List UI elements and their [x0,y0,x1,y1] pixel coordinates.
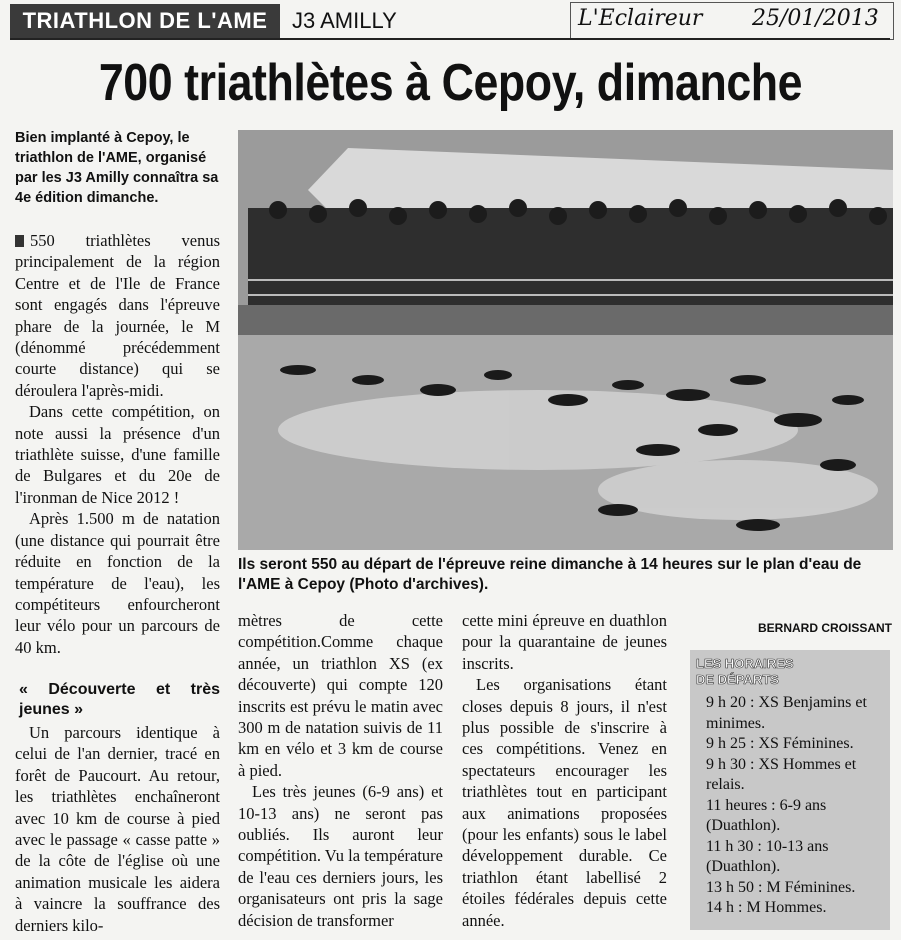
paragraph-text: 550 triathlètes venus principalement de la région Centre et de l'Ile de France sont engagés dans l'épreuve phare de la journée, le M (dénommé précédemment courte distance) qui se déroulera l'après-midi. [15,231,220,400]
article-lead: Bien implanté à Cepoy, le triathlon de l'AME, organisé par les J3 Amilly connaîtra sa 4e édition dimanche. [15,130,219,206]
publication-name: L'Eclaireur [578,6,703,31]
schedule-title: LES HORAIRES DE DÉPARTS [696,656,794,687]
photo-caption: Ils seront 550 au départ de l'épreuve reine dimanche à 14 heures sur le plan d'eau de l'AME à Cepoy (Photo d'archives). [238,556,862,593]
article-column-2 [238,610,443,931]
paragraph: mètres de cette compétition.Comme chaque année, un triathlon XS (ex découverte) qui compte 120 inscrits est prévu le matin avec 300 m de natation suivis de 11 km en vélo et 3 km de course à pied. [238,611,443,780]
paragraph: Les très jeunes (6-9 ans) et 10-13 ans) ne seront pas oubliés. Ils auront leur compétition. Vu la température de l'eau ces derniers jours, les organisateurs ont pris la sage décision de transformer [238,782,443,930]
schedule-item: 14 h : M Hommes. [706,899,827,916]
schedule-item: 9 h 20 : XS Benjamins et minimes. [706,694,867,732]
schedule-item: 9 h 25 : XS Féminines. [706,735,854,752]
article-headline: 700 triathlètes à Cepoy, dimanche [98,54,803,112]
paragraph [15,230,220,401]
schedule-list [696,693,884,919]
schedule-item: 11 heures : 6-9 ans (Duathlon). [706,796,827,834]
section-rubric: TRIATHLON DE L'AME [10,4,280,38]
article-column-3 [462,610,667,931]
publication-date: 25/01/2013 [752,6,879,31]
event-photo [238,130,893,550]
article-column-1-continued [15,681,220,936]
paragraph-bullet-icon [15,235,24,247]
author-byline: BERNARD CROISSANT [757,621,892,635]
crosshead: « Découverte et très jeunes » [19,681,220,718]
header-rule [10,38,890,40]
schedule-item: 9 h 30 : XS Hommes et relais. [706,755,857,793]
paragraph: Les organisations étant closes depuis 8 jours, il n'est plus possible de s'inscrire à ces compétitions. Venez en spectateurs encourager les triathlètes tout en participant aux animations proposées (pour les enfants) sous le label développement durable. Ce triathlon étant labellisé 2 étoiles fédérales depuis cette année. [462,675,667,930]
schedule-item: 11 h 30 : 10-13 ans (Duathlon). [706,837,829,875]
paragraph: Après 1.500 m de natation (une distance qui pourrait être réduite en fonction de la température de l'eau), les compétiteurs enfourcheront leur vélo pour un parcours de 40 km. [15,509,220,657]
article-column-1 [15,230,220,658]
club-name: J3 AMILLY [292,8,397,33]
schedule-item: 13 h 50 : M Féminines. [706,878,856,896]
paragraph: Un parcours identique à celui de l'an dernier, tracé en forêt de Paucourt. Au retour, les triathlètes enchaîneront avec 10 km de course à pied avec le passage « casse patte » de la côte de l'église où une animation musicale les aidera à vaincre la souffrance des derniers kilo- [15,723,220,935]
paragraph: Dans cette compétition, on note aussi la présence d'un triathlète suisse, d'une famille de Bulgares et du 20e de l'ironman de Nice 2012 ! [15,402,220,507]
paragraph: cette mini épreuve en duathlon pour la quarantaine de jeunes inscrits. [462,611,667,673]
